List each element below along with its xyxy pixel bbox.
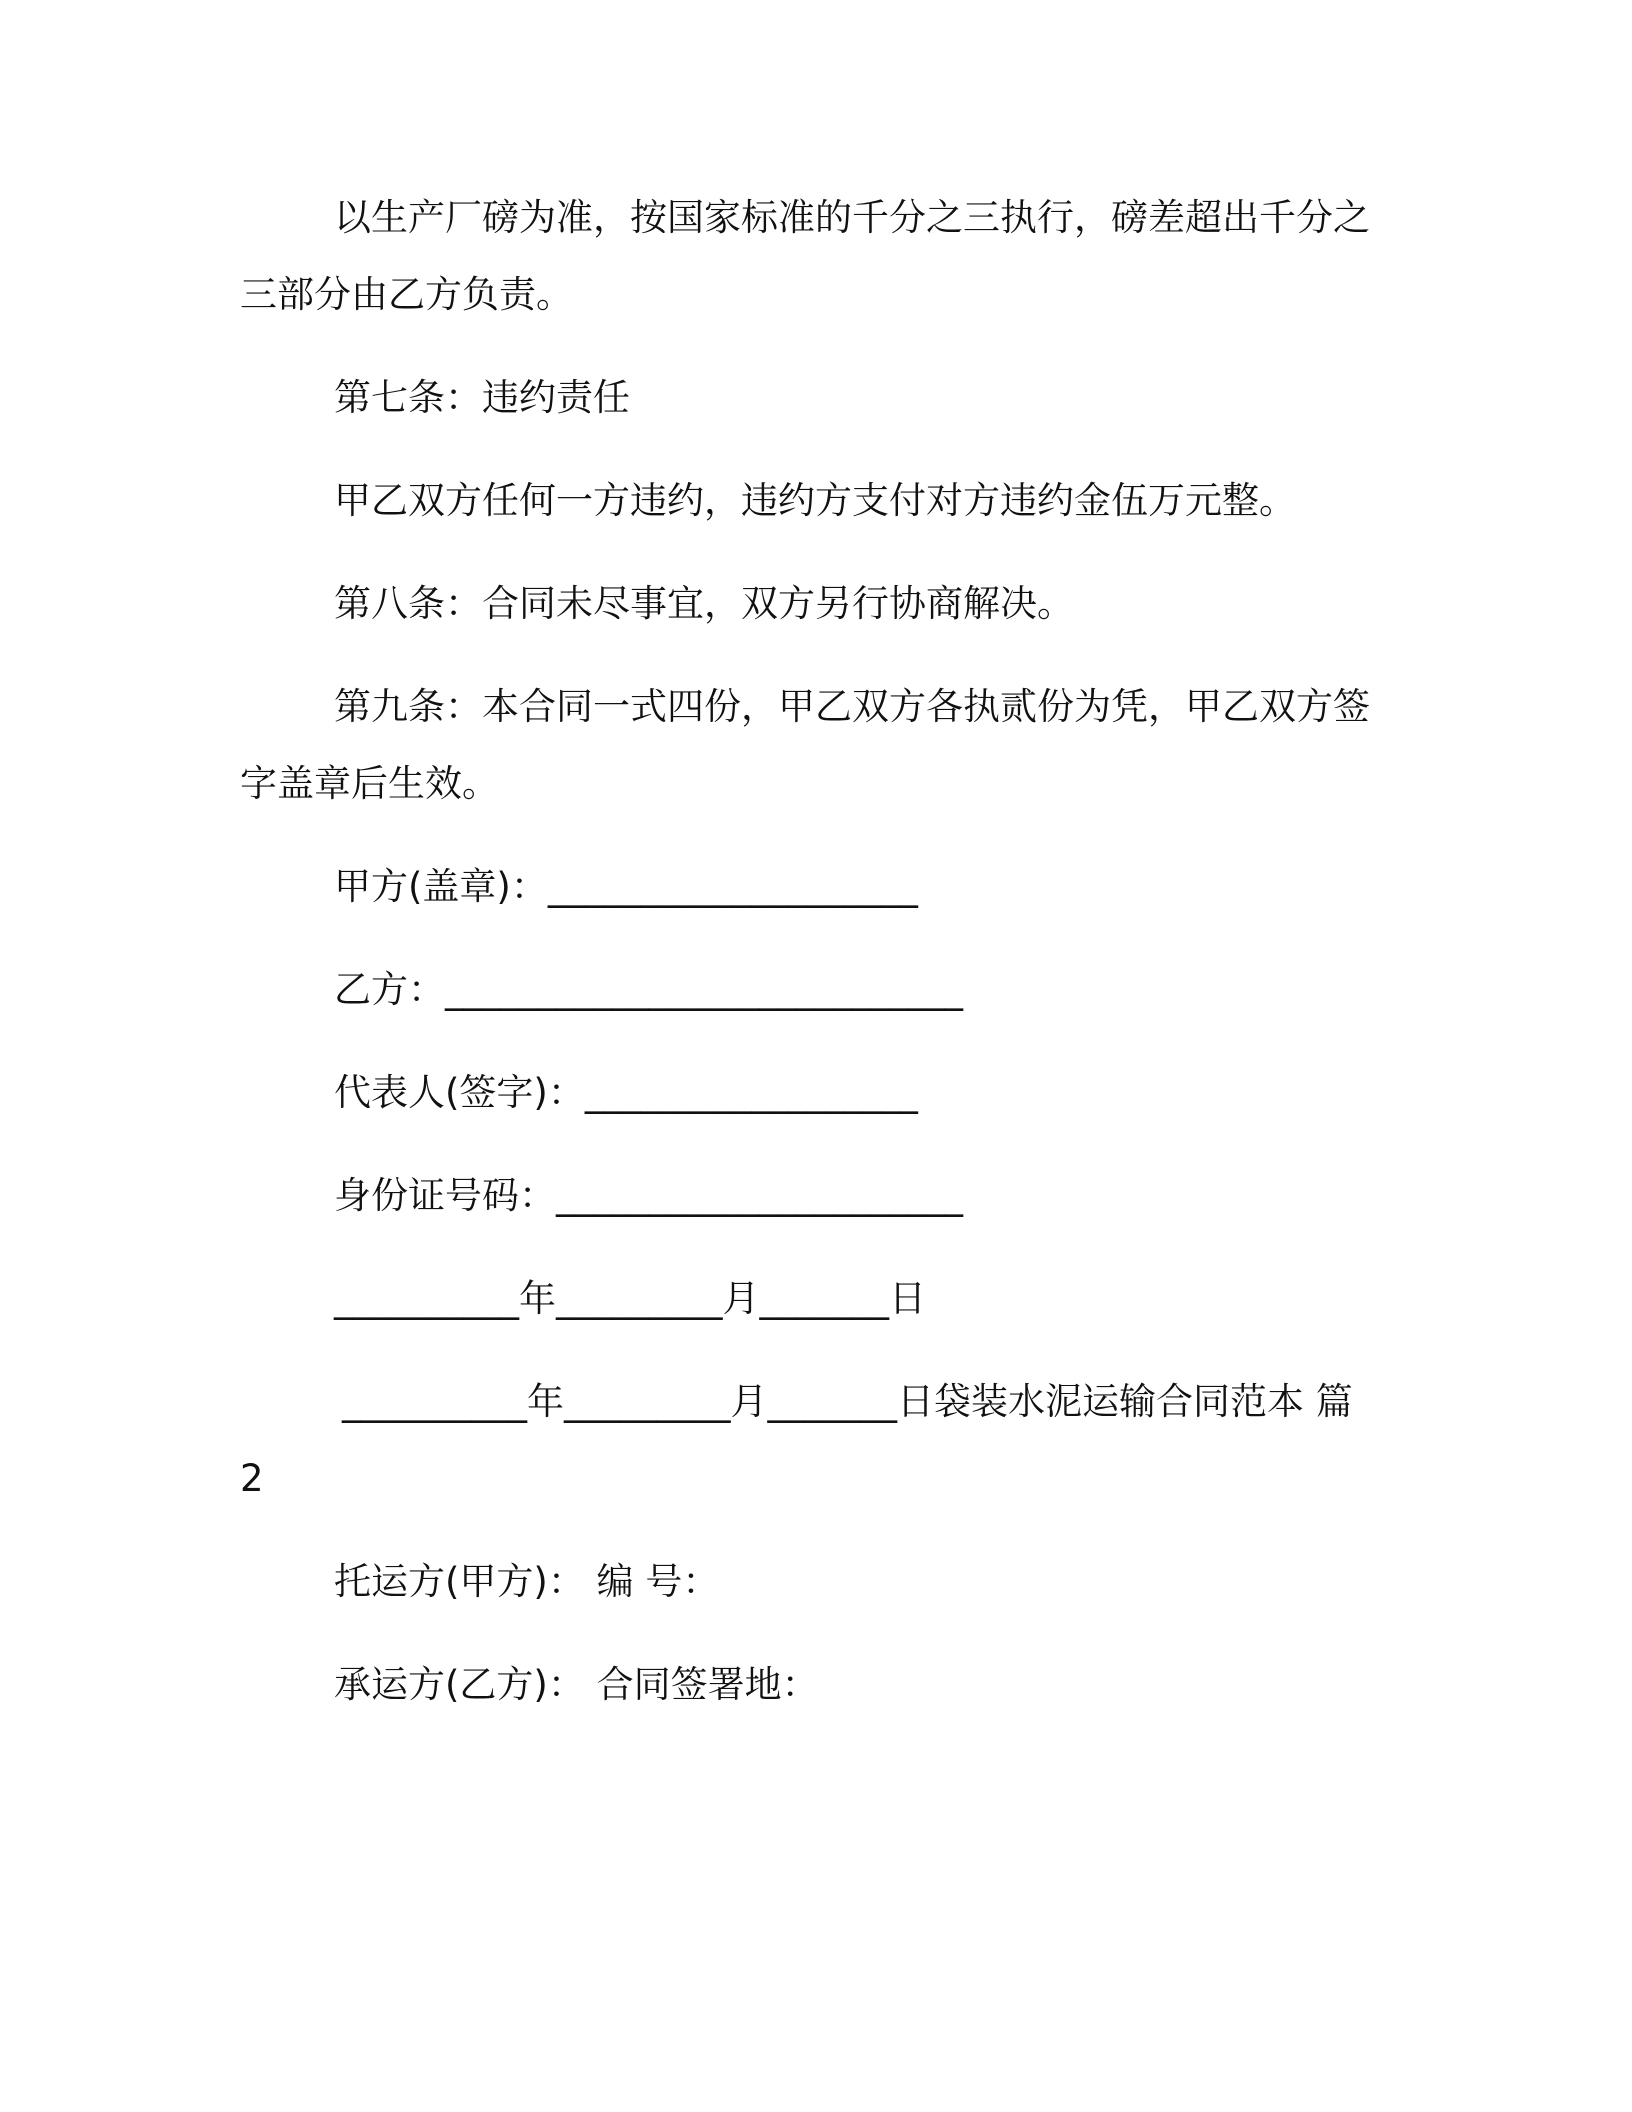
- consignor-line: 托运方(甲方)： 编 号：: [334, 1560, 720, 1603]
- article-9-cont: 字盖章后生效。: [240, 762, 499, 805]
- paragraph-weighing-standard-cont: 三部分由乙方负责。: [240, 273, 573, 316]
- article-9: 第九条：本合同一式四份，甲乙双方各执贰份为凭，甲乙双方签: [334, 685, 1370, 728]
- carrier-line: 承运方(乙方)： 合同签署地：: [334, 1663, 819, 1706]
- representative-signature-line: 代表人(签字)：__________________: [334, 1071, 918, 1114]
- paragraph-weighing-standard: 以生产厂磅为准，按国家标准的千分之三执行，磅差超出千分之: [334, 196, 1370, 239]
- date-line-with-title: __________年_________月_______日袋装水泥运输合同范本 篇: [342, 1380, 1353, 1423]
- article-8: 第八条：合同未尽事宜，双方另行协商解决。: [334, 582, 1074, 625]
- date-line: __________年_________月_______日: [334, 1277, 926, 1320]
- party-a-seal-line: 甲方(盖章)：____________________: [334, 865, 918, 908]
- id-number-line: 身份证号码：______________________: [334, 1174, 963, 1217]
- article-7-body: 甲乙双方任何一方违约，违约方支付对方违约金伍万元整。: [334, 479, 1296, 522]
- party-b-line: 乙方：____________________________: [334, 968, 963, 1011]
- article-7-heading: 第七条：违约责任: [334, 376, 630, 419]
- section-number: 2: [240, 1457, 264, 1500]
